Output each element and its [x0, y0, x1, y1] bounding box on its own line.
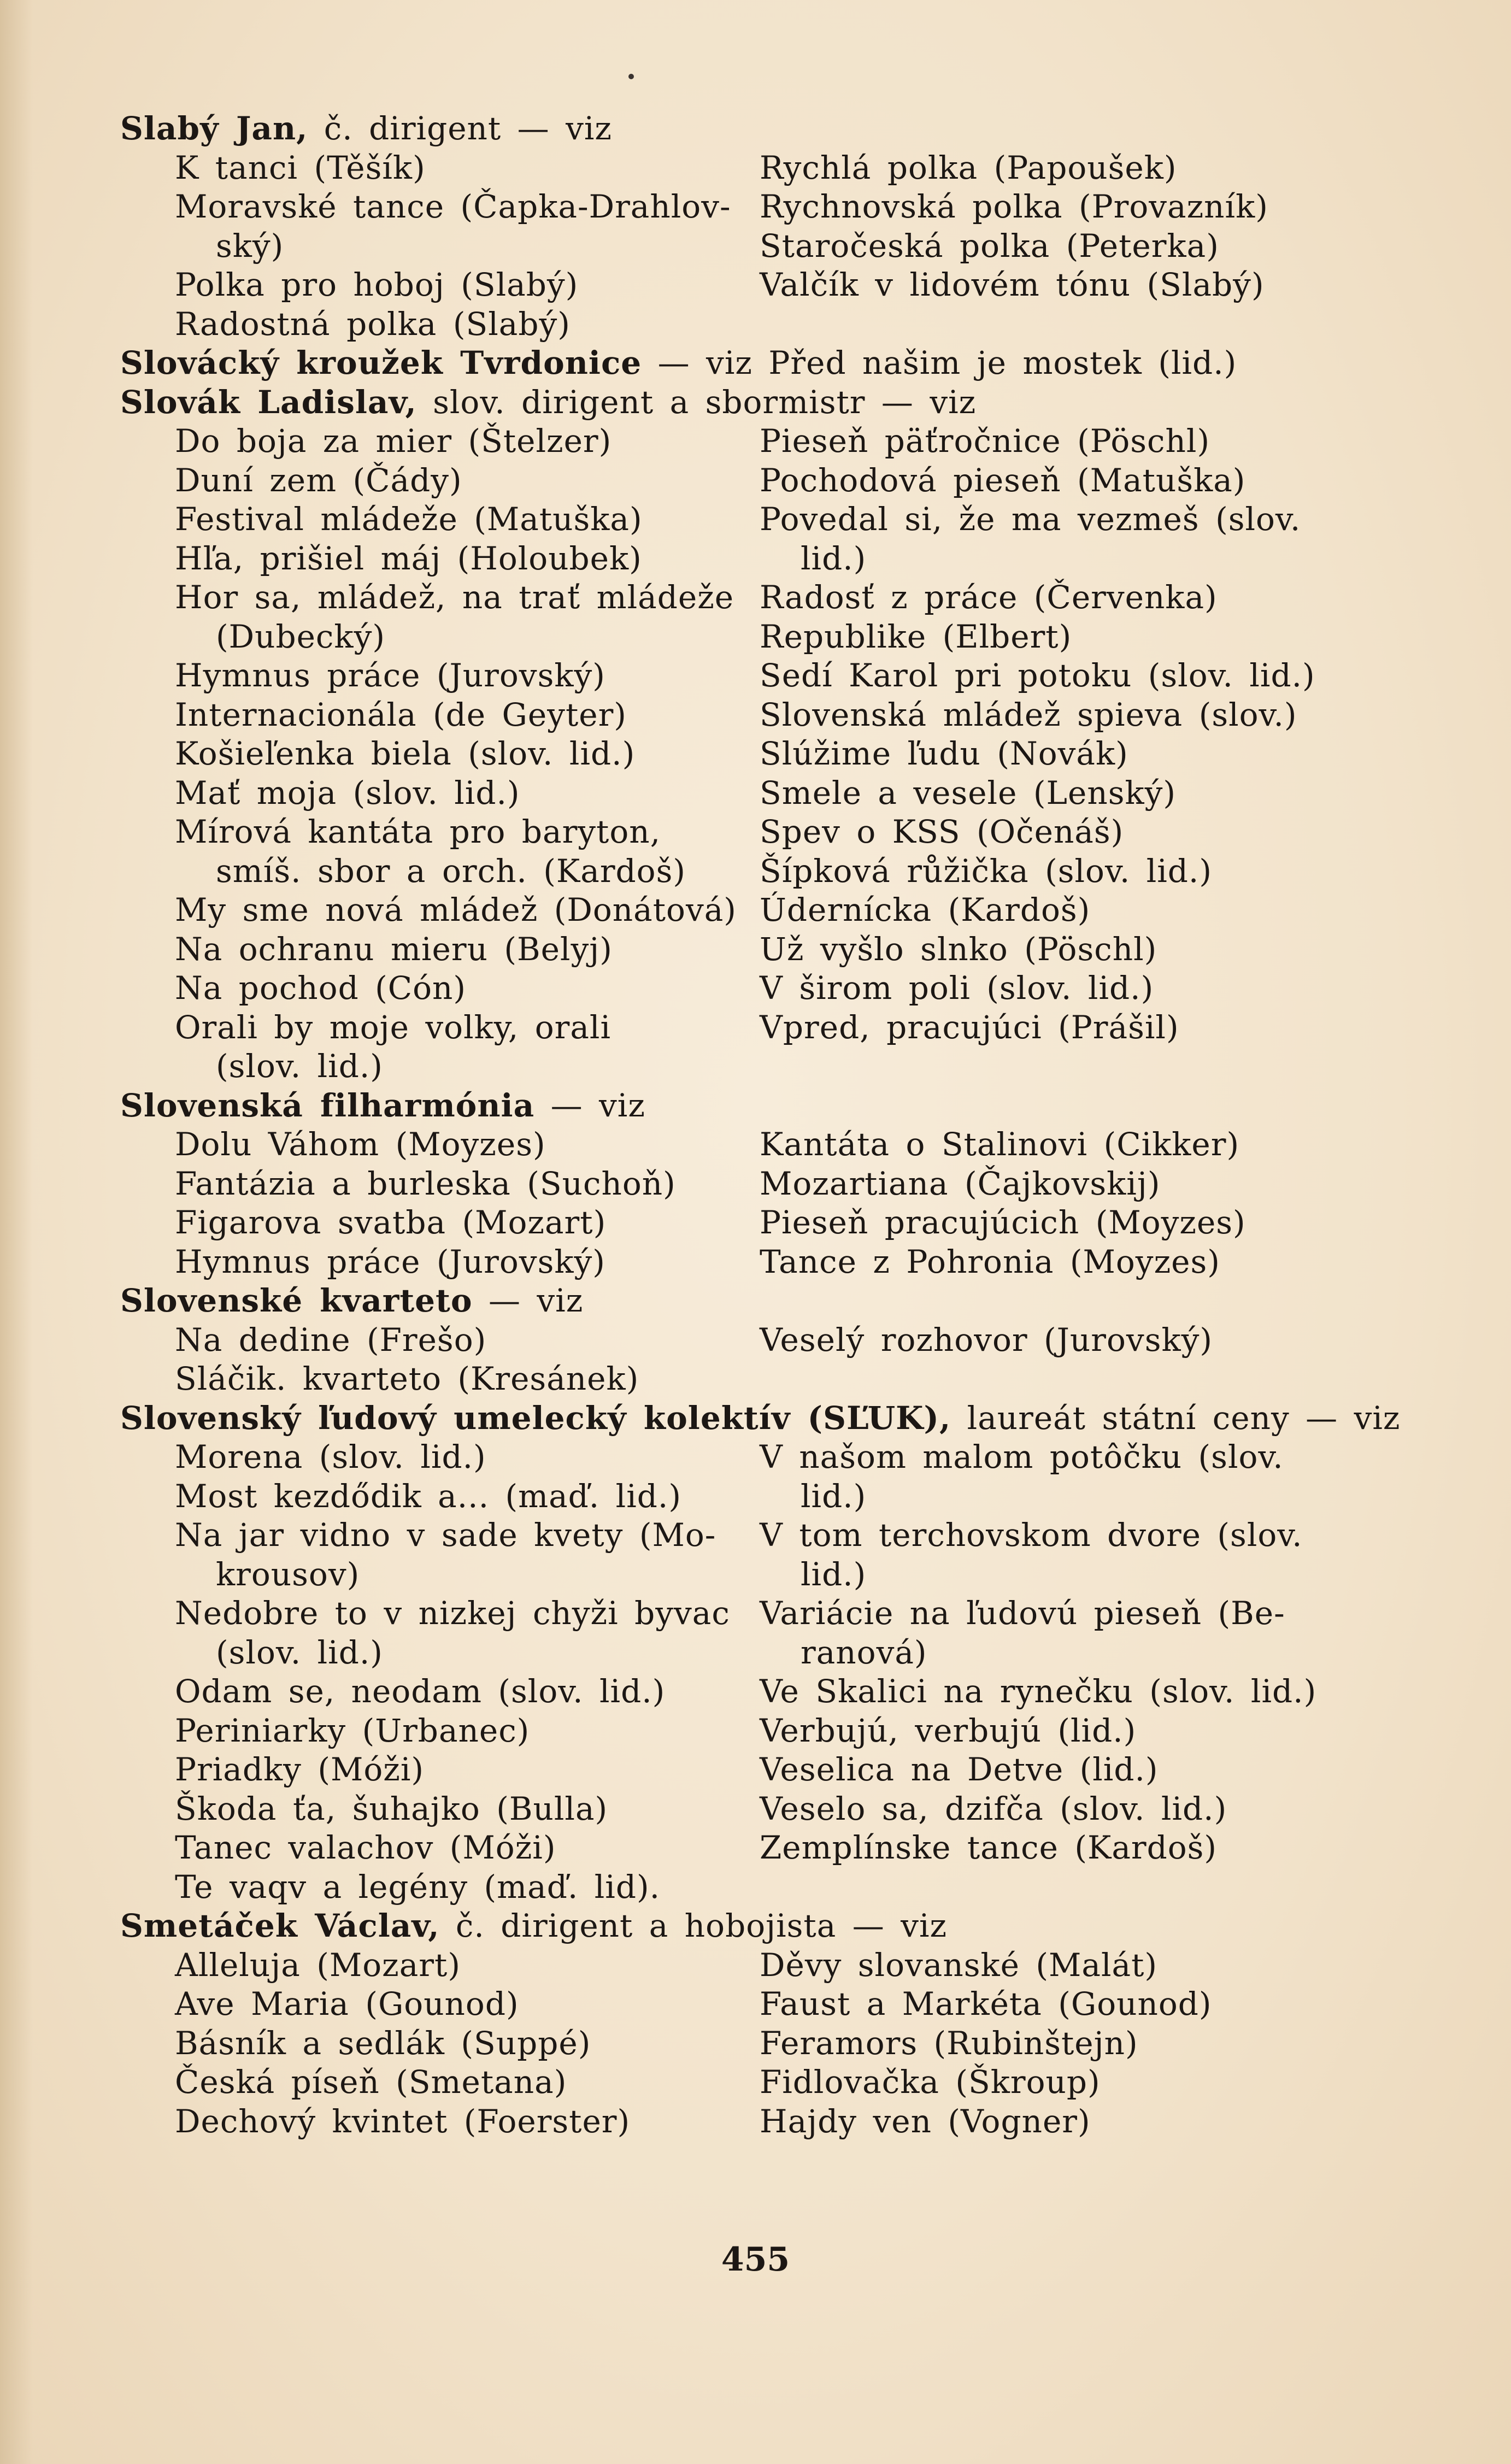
entry-heading [120, 1907, 1432, 1946]
work-item [175, 813, 760, 891]
work-item: Spev o KSS (Očenáš) [760, 813, 1124, 850]
work-item: Sedí Karol pri potoku (slov. lid.) [760, 657, 1315, 694]
work-line-continued: (slov. lid.) [216, 1048, 383, 1085]
work-line: Nedobre to v nizkej chyži byvac [175, 1595, 730, 1632]
work-item: Faust a Markéta (Gounod) [760, 1985, 1212, 2022]
work-line: Na jar vidno v sade kvety (Mo- [175, 1516, 716, 1554]
work-item [760, 500, 1432, 578]
entry-description: č. dirigent a hobojista — viz [439, 1907, 948, 1944]
work-item: Alleluja (Mozart) [175, 1946, 461, 1984]
page-spine-shadow [0, 0, 33, 2464]
works-column-left [120, 1125, 760, 1281]
work-line-continued: lid.) [801, 539, 867, 577]
work-item: Rychnovská polka (Provazník) [760, 188, 1268, 225]
entry-description: laureát státní ceny — viz [951, 1399, 1401, 1437]
work-line: Povedal si, že ma vezmeš (slov. [760, 501, 1301, 538]
work-item: Česká píseň (Smetana) [175, 2063, 567, 2101]
works-column-left [120, 1321, 760, 1399]
work-item: Mať moja (slov. lid.) [175, 774, 520, 811]
work-line-continued: lid.) [801, 1555, 867, 1593]
work-item: Odam se, neodam (slov. lid.) [175, 1673, 666, 1710]
work-item: Hľa, prišiel máj (Holoubek) [175, 539, 642, 577]
entry-name: Slovák Ladislav, [120, 383, 417, 421]
index-entry [120, 1399, 1432, 1907]
work-item: Morena (slov. lid.) [175, 1438, 486, 1475]
work-item [175, 1008, 760, 1086]
work-item: My sme nová mládež (Donátová) [175, 891, 737, 928]
print-speck [628, 74, 634, 79]
work-item: Už vyšlo slnko (Pöschl) [760, 930, 1157, 968]
work-item: Festival mládeže (Matuška) [175, 501, 643, 538]
work-item: Hymnus práce (Jurovský) [175, 657, 605, 694]
entry-description: — viz [534, 1086, 645, 1124]
entry-description: — viz [472, 1282, 584, 1319]
entry-name: Slovenský ľudový umelecký kolektív (SĽUK), [120, 1399, 951, 1437]
work-item: Údernícka (Kardoš) [760, 891, 1091, 928]
page-number: 455 [721, 2240, 790, 2279]
work-item [175, 1594, 760, 1672]
work-item [175, 578, 760, 656]
index-entry [120, 1907, 1432, 2141]
index-entry [120, 1281, 1432, 1399]
work-item: Zemplínske tance (Kardoš) [760, 1829, 1218, 1866]
work-line: Variácie na ľudovú pieseň (Be- [760, 1595, 1285, 1632]
works-column-left [120, 1946, 760, 2142]
entry-heading [120, 344, 1432, 383]
work-item [760, 1516, 1432, 1594]
work-item [760, 1594, 1432, 1672]
work-item: Na dedine (Frešo) [175, 1321, 487, 1359]
work-item: Pieseň pracujúcich (Moyzes) [760, 1204, 1246, 1241]
work-item: Básník a sedlák (Suppé) [175, 2024, 591, 2062]
entry-heading [120, 1281, 1432, 1321]
works-column-right [760, 1321, 1432, 1399]
entry-name: Slovácký kroužek Tvrdonice [120, 344, 642, 381]
work-item: Košieľenka biela (slov. lid.) [175, 735, 636, 772]
work-item: Republike (Elbert) [760, 618, 1072, 655]
work-item: Slovenská mládež spieva (slov.) [760, 696, 1297, 733]
works-column-left [120, 1438, 760, 1907]
work-item: Pochodová pieseň (Matuška) [760, 461, 1246, 499]
work-item [175, 187, 760, 266]
work-item: Figarova svatba (Mozart) [175, 1204, 607, 1241]
works-column-right [760, 109, 1432, 344]
entry-heading [120, 1399, 1432, 1438]
work-item: Hymnus práce (Jurovský) [175, 1243, 605, 1280]
work-item: Vpred, pracujúci (Prášil) [760, 1008, 1179, 1046]
work-line-continued: smíš. sbor a orch. (Kardoš) [216, 852, 686, 890]
work-item: K tanci (Těšík) [175, 149, 426, 186]
work-line-continued: lid.) [801, 1477, 867, 1515]
work-item: Rychlá polka (Papoušek) [760, 149, 1177, 186]
index-entry [120, 383, 1432, 1086]
work-item: Smele a vesele (Lenský) [760, 774, 1176, 811]
entry-description: — viz Před našim je mostek (lid.) [642, 344, 1237, 381]
index-entry [120, 344, 1432, 383]
work-item: Hajdy ven (Vogner) [760, 2102, 1091, 2140]
entry-name: Smetáček Václav, [120, 1907, 440, 1944]
work-line-continued: krousov) [216, 1555, 360, 1593]
work-item: Na pochod (Cón) [175, 969, 467, 1007]
entry-heading [120, 383, 1432, 422]
entry-name: Slovenská filharmónia [120, 1086, 535, 1124]
work-item: Most kezdődik a... (maď. lid.) [175, 1477, 681, 1515]
work-item: Polka pro hoboj (Slabý) [175, 266, 579, 303]
work-line: Hor sa, mládež, na trať mládeže [175, 579, 734, 616]
work-item: Internacionála (de Geyter) [175, 696, 627, 733]
entry-description: č. dirigent — viz [308, 110, 612, 147]
work-item: Veselica na Detve (lid.) [760, 1751, 1159, 1788]
work-item: Te vaqv a legény (maď. lid). [175, 1868, 661, 1906]
work-item: Priadky (Móži) [175, 1751, 425, 1788]
entry-name: Slabý Jan, [120, 110, 308, 147]
work-line: V tom terchovskom dvore (slov. [760, 1516, 1303, 1554]
work-line-continued: (Dubecký) [216, 618, 385, 655]
works-column-left [120, 422, 760, 1086]
work-item: Tanec valachov (Móži) [175, 1829, 556, 1866]
work-line: Moravské tance (Čapka-Drahlov- [175, 188, 731, 225]
work-item: Slúžime ľudu (Novák) [760, 735, 1128, 772]
work-line-continued: (slov. lid.) [216, 1633, 383, 1671]
work-item: Veselo sa, dzifča (slov. lid.) [760, 1790, 1227, 1827]
work-item: Valčík v lidovém tónu (Slabý) [760, 266, 1265, 303]
work-item: Radosť z práce (Červenka) [760, 579, 1218, 616]
work-line-continued: ranová) [801, 1633, 927, 1671]
work-line: Orali by moje volky, orali [175, 1008, 612, 1046]
work-item: Na ochranu mieru (Belyj) [175, 930, 613, 968]
work-item: Sláčik. kvarteto (Kresánek) [175, 1360, 639, 1397]
work-item: Škoda ťa, šuhajko (Bulla) [175, 1790, 608, 1827]
work-item: Periniarky (Urbanec) [175, 1712, 530, 1749]
work-item: Dolu Váhom (Moyzes) [175, 1126, 546, 1163]
work-line-continued: ský) [216, 227, 284, 264]
work-item: Veselý rozhovor (Jurovský) [760, 1321, 1213, 1359]
work-item: Mozartiana (Čajkovskij) [760, 1165, 1161, 1202]
work-item: Feramors (Rubinštejn) [760, 2024, 1138, 2062]
work-item: Fantázia a burleska (Suchoň) [175, 1165, 676, 1202]
work-item: V širom poli (slov. lid.) [760, 969, 1154, 1007]
work-item: Ve Skalici na rynečku (slov. lid.) [760, 1673, 1317, 1710]
work-item: Ave Maria (Gounod) [175, 1985, 519, 2022]
work-item: Děvy slovanské (Malát) [760, 1946, 1158, 1984]
work-item: Kantáta o Stalinovi (Cikker) [760, 1126, 1240, 1163]
work-item: Dechový kvintet (Foerster) [175, 2102, 631, 2140]
index-entry [120, 1086, 1432, 1282]
entry-description: slov. dirigent a sbormistr — viz [416, 383, 977, 421]
work-line: Mírová kantáta pro baryton, [175, 813, 661, 850]
work-item: Šípková růžička (slov. lid.) [760, 852, 1213, 890]
works-column-right [760, 1438, 1432, 1907]
work-item: Pieseň päťročnice (Pöschl) [760, 422, 1210, 460]
work-item: Duní zem (Čády) [175, 461, 462, 499]
work-item: Do boja za mier (Štelzer) [175, 422, 612, 460]
work-line: V našom malom potôčku (slov. [760, 1438, 1284, 1475]
works-column-right [760, 422, 1432, 1086]
works-column-right [760, 1946, 1432, 2142]
index-entry [120, 109, 1432, 344]
work-item: Tance z Pohronia (Moyzes) [760, 1243, 1220, 1280]
entry-heading [120, 1086, 1432, 1126]
work-item [760, 1438, 1432, 1516]
index-content [120, 109, 1432, 2141]
work-item: Fidlovačka (Škroup) [760, 2063, 1101, 2101]
work-item [175, 1516, 760, 1594]
work-item: Radostná polka (Slabý) [175, 305, 571, 343]
work-item: Verbujú, verbujú (lid.) [760, 1712, 1137, 1749]
work-item: Staročeská polka (Peterka) [760, 227, 1219, 264]
works-column-right [760, 1125, 1432, 1281]
works-column-left [120, 149, 760, 344]
entry-name: Slovenské kvarteto [120, 1282, 473, 1319]
